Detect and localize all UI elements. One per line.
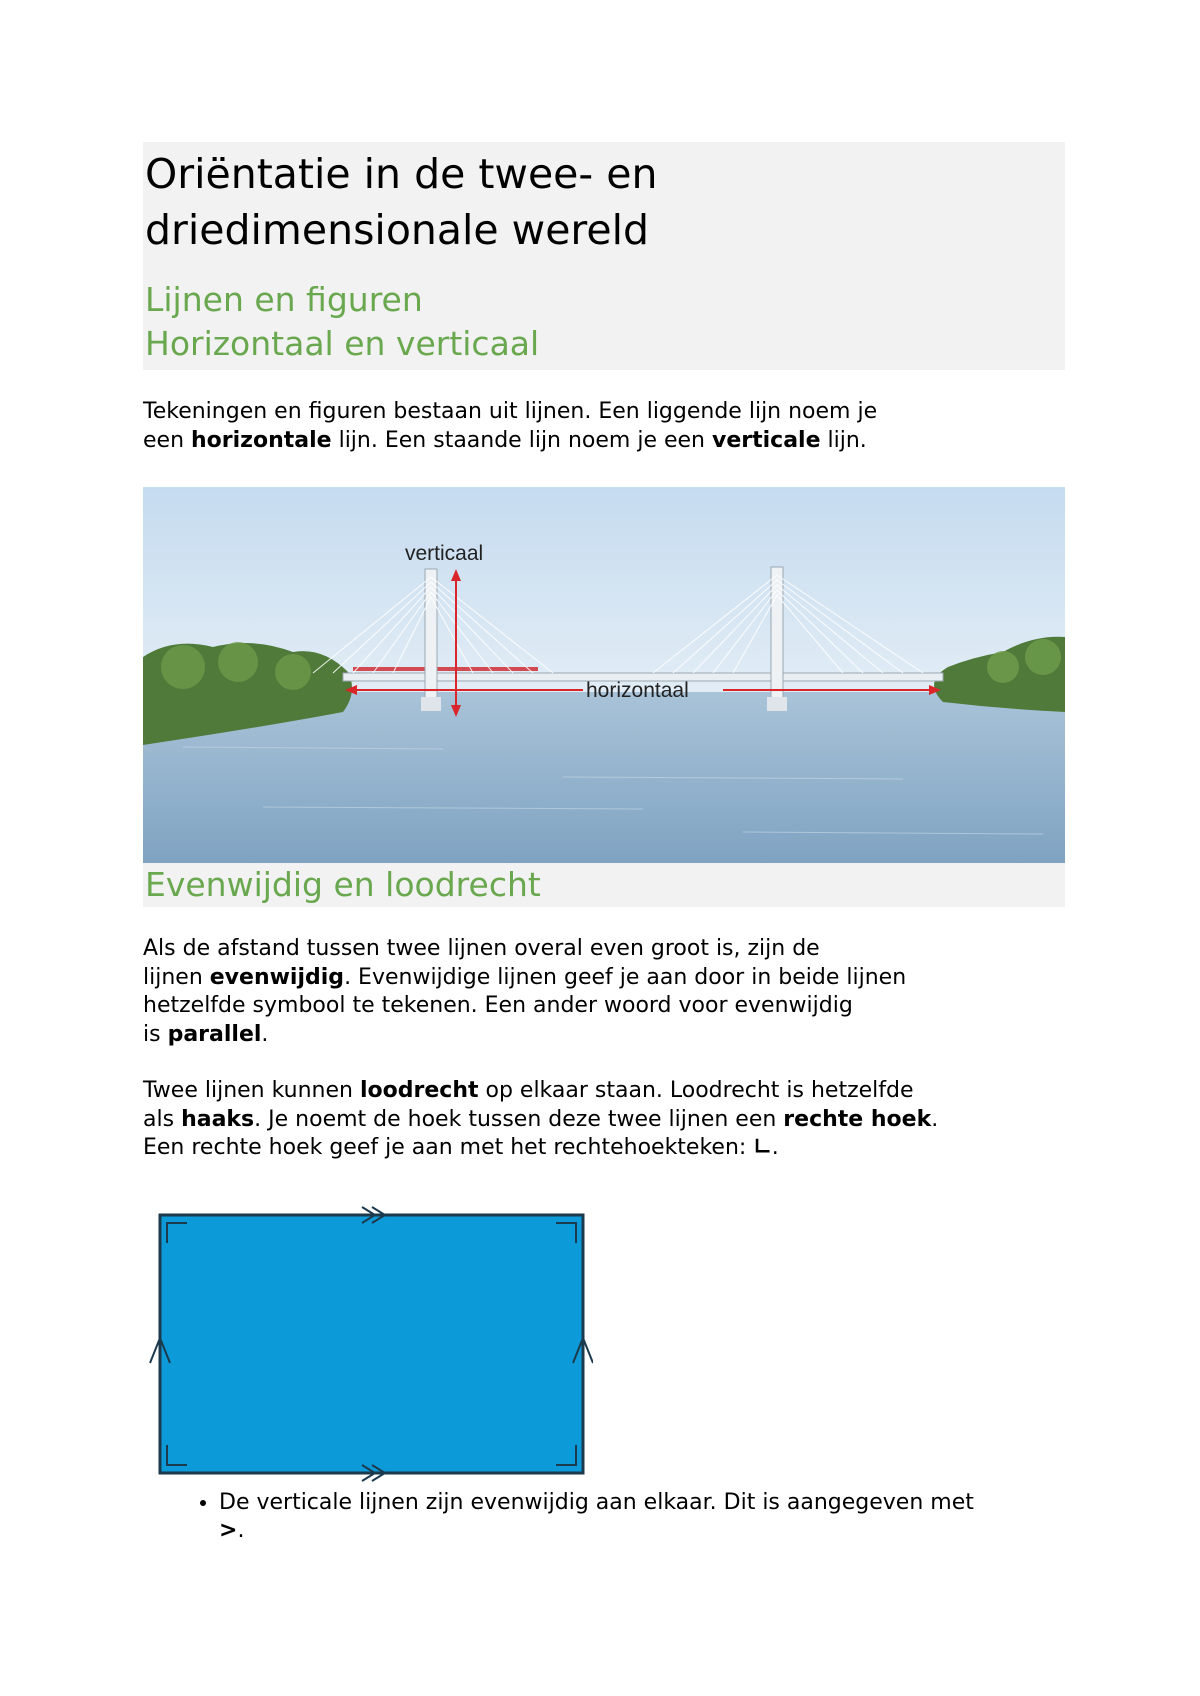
subtitle-lines: Lijnen en figuren <box>145 280 423 319</box>
document-page <box>143 142 1065 1546</box>
blue-rectangle <box>160 1215 583 1473</box>
section-heading-block <box>143 863 1065 907</box>
intro-paragraph: Tekeningen en figuren bestaan uit lijnen. Een liggende lijn noem je een horizontale lijn. Een staande lijn noem je een verticale lijn. <box>143 399 878 453</box>
section-heading: Evenwijdig en loodrecht <box>145 865 541 904</box>
label-verticaal: verticaal <box>405 542 484 565</box>
paragraph-evenwijdig: Als de afstand tussen twee lijnen overal even groot is, zijn de lijnen evenwijdig. Evenwijdige lijnen geef je aan door in beide lijnen hetzelfde symbool te tekenen. Een ander woord voor evenwijdig is parallel. <box>143 936 907 1047</box>
bridge-photo <box>143 487 1065 863</box>
title-block <box>143 142 1065 370</box>
list-item: • De verticale lijnen zijn evenwijdig aan elkaar. Dit is aangegeven met >. <box>219 1489 1065 1546</box>
page-title: Oriëntatie in de twee- en driedimensionale wereld <box>145 150 658 254</box>
rectangle-diagram <box>143 1203 593 1483</box>
paragraph-loodrecht: Twee lijnen kunnen loodrecht op elkaar staan. Loodrecht is hetzelfde als haaks. Je noemt de hoek tussen deze twee lijnen een rechte hoek. Een rechte hoek geef je aan met het rechtehoekteken: ∟. <box>143 1078 939 1160</box>
bullet-list <box>143 1489 1065 1546</box>
subtitle-horizontal: Horizontaal en verticaal <box>145 324 540 363</box>
label-horizontaal: horizontaal <box>586 679 689 702</box>
